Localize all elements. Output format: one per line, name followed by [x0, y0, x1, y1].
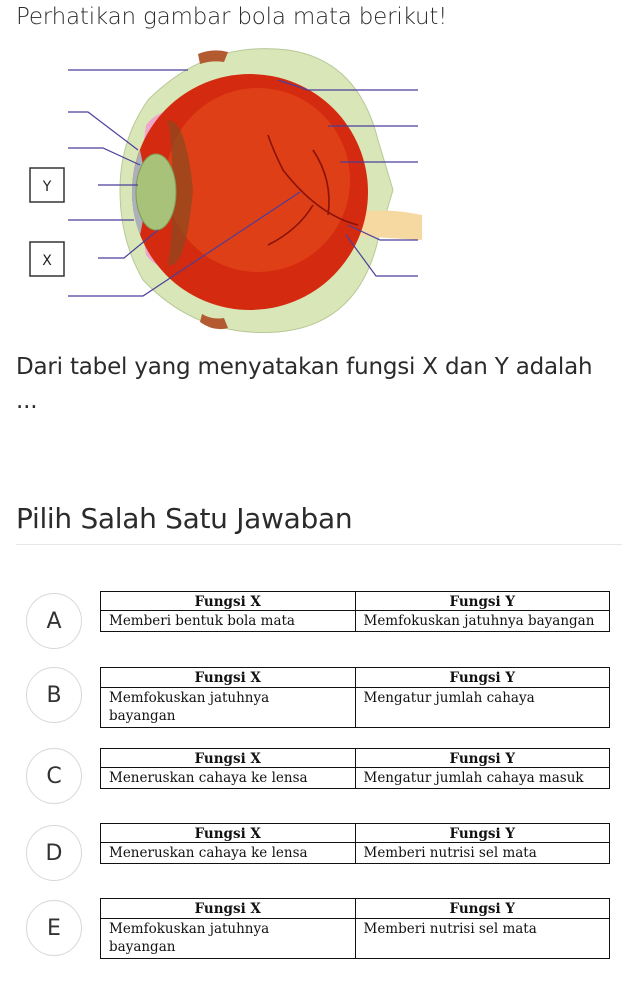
- cell-fungsi-y: Memfokuskan jatuhnya bayangan: [355, 611, 610, 632]
- header-fungsi-x: Fungsi X: [101, 749, 356, 768]
- cell-fungsi-x: Memfokuskan jatuhnya bayangan: [101, 918, 356, 958]
- option-e-badge[interactable]: E: [26, 900, 82, 956]
- cell-fungsi-x: Memfokuskan jatuhnya bayangan: [101, 687, 356, 727]
- prompt-text: Dari tabel yang menyatakan fungsi X dan Y adalah ...: [16, 354, 593, 414]
- cell-fungsi-x: Memberi bentuk bola mata: [101, 611, 356, 632]
- option-a-badge[interactable]: A: [26, 593, 82, 649]
- label-x: X: [42, 253, 52, 269]
- label-y: Y: [42, 179, 52, 195]
- section-title: Pilih Salah Satu Jawaban: [16, 502, 353, 535]
- cell-fungsi-x: Meneruskan cahaya ke lensa: [101, 843, 356, 864]
- cell-fungsi-y: Memberi nutrisi sel mata: [355, 918, 610, 958]
- cell-fungsi-x: Meneruskan cahaya ke lensa: [101, 768, 356, 789]
- header-fungsi-y: Fungsi Y: [355, 824, 610, 843]
- header-fungsi-x: Fungsi X: [101, 824, 356, 843]
- cell-fungsi-y: Mengatur jumlah cahaya: [355, 687, 610, 727]
- header-fungsi-y: Fungsi Y: [355, 749, 610, 768]
- option-b-table: [100, 667, 610, 728]
- option-c-table: [100, 748, 610, 789]
- option-b-badge[interactable]: B: [26, 667, 82, 723]
- header-fungsi-x: Fungsi X: [101, 899, 356, 919]
- eyeball-diagram: [28, 40, 422, 340]
- divider: [16, 544, 622, 545]
- header-fungsi-y: Fungsi Y: [355, 592, 610, 611]
- cell-fungsi-y: Memberi nutrisi sel mata: [355, 843, 610, 864]
- header-fungsi-x: Fungsi X: [101, 592, 356, 611]
- header-fungsi-x: Fungsi X: [101, 668, 356, 688]
- header-fungsi-y: Fungsi Y: [355, 668, 610, 688]
- option-d-badge[interactable]: D: [26, 825, 82, 881]
- option-a-table: [100, 591, 610, 632]
- cell-fungsi-y: Mengatur jumlah cahaya masuk: [355, 768, 610, 789]
- question-text: Perhatikan gambar bola mata berikut!: [16, 4, 448, 30]
- header-fungsi-y: Fungsi Y: [355, 899, 610, 919]
- option-c-badge[interactable]: C: [26, 748, 82, 804]
- option-e-table: [100, 898, 610, 959]
- option-d-table: [100, 823, 610, 864]
